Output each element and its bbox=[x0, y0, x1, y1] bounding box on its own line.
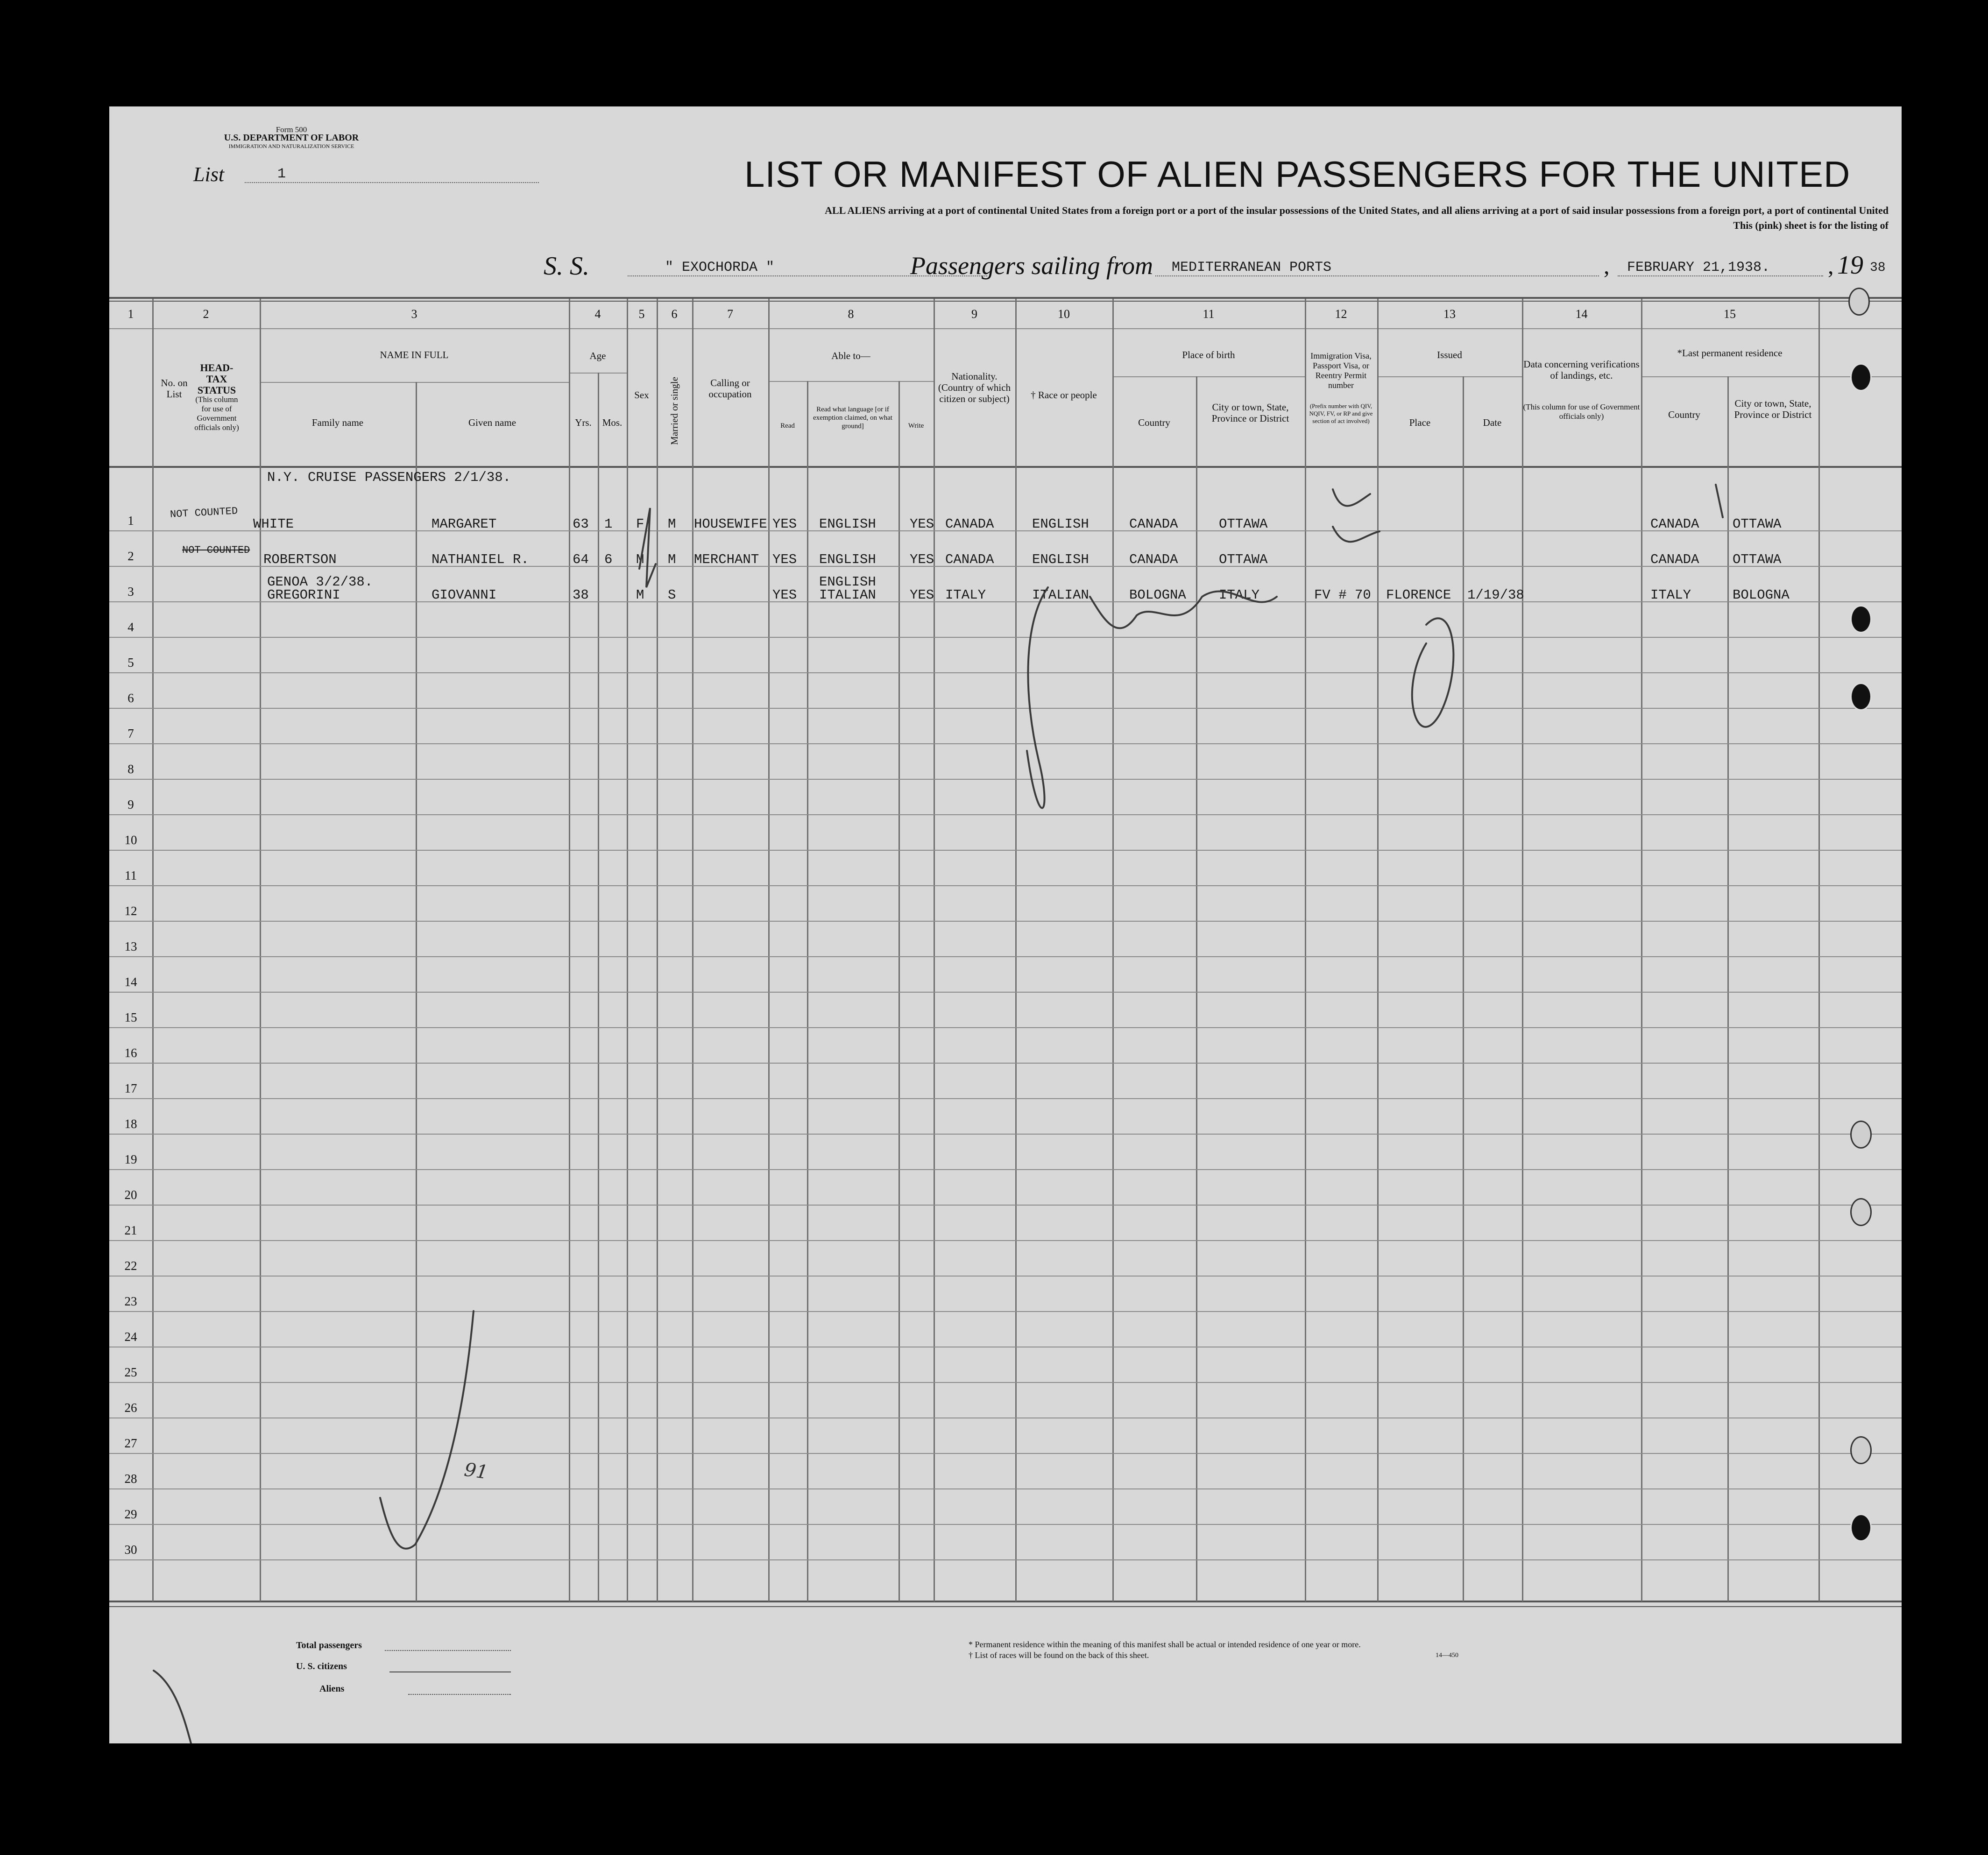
footer-note-races: † List of races will be found on the back of this sheet. bbox=[969, 1650, 1149, 1660]
race: ENGLISH bbox=[1032, 552, 1089, 567]
language: ENGLISH bbox=[819, 552, 876, 567]
row-number: 21 bbox=[124, 1223, 137, 1237]
nationality: CANADA bbox=[945, 552, 994, 567]
residence-country: CANADA bbox=[1650, 552, 1699, 567]
header-mos: Mos. bbox=[602, 417, 623, 428]
manifest-title: LIST OR MANIFEST OF ALIEN PASSENGERS FOR THE UNITED bbox=[744, 154, 1851, 195]
can-read: YES bbox=[772, 516, 797, 532]
row-number: 3 bbox=[127, 585, 134, 599]
header-res-country: Country bbox=[1668, 409, 1700, 420]
head-tax-stamp: NOT COUNTED bbox=[170, 505, 238, 521]
issued-date: 1/19/38 bbox=[1467, 587, 1524, 603]
header-head-tax: HEAD-TAX STATUS bbox=[197, 362, 236, 396]
header-issued: Issued bbox=[1437, 349, 1462, 360]
header-birth-country: Country bbox=[1138, 417, 1170, 428]
binder-hole bbox=[1850, 1121, 1872, 1149]
footer-us-citizens: U. S. citizens bbox=[296, 1661, 347, 1672]
row-number: 24 bbox=[124, 1330, 137, 1344]
header-read-language: Read what language [or if exemption claimed, on what ground] bbox=[813, 406, 892, 430]
signature-stroke bbox=[1090, 591, 1277, 628]
service-name: IMMIGRATION AND NATURALIZATION SERVICE bbox=[228, 143, 354, 149]
binder-hole bbox=[1850, 683, 1872, 711]
header-issued-date: Date bbox=[1483, 417, 1502, 428]
binder-hole bbox=[1850, 363, 1872, 391]
residence-city: BOLOGNA bbox=[1733, 587, 1790, 603]
given-name: GIOVANNI bbox=[432, 587, 497, 603]
sex: M bbox=[636, 552, 644, 567]
age-checkmark bbox=[639, 508, 656, 587]
nationality: CANADA bbox=[945, 516, 994, 532]
row-number: 23 bbox=[124, 1294, 137, 1308]
margin-arc bbox=[154, 1671, 191, 1743]
binder-hole bbox=[1850, 605, 1872, 633]
header-name-in-full: NAME IN FULL bbox=[380, 349, 449, 360]
header-nationality: Nationality. (Country of which citizen or subject) bbox=[938, 371, 1011, 404]
colnum-11: 11 bbox=[1203, 307, 1215, 321]
list-number: 1 bbox=[277, 166, 286, 182]
ship-name: " EXOCHORDA " bbox=[665, 260, 775, 275]
colnum-15: 15 bbox=[1724, 307, 1736, 321]
header-age: Age bbox=[589, 350, 606, 361]
row-number: 27 bbox=[124, 1436, 137, 1450]
row-number: 7 bbox=[127, 726, 134, 741]
row-number: 6 bbox=[127, 691, 134, 705]
residence-country: ITALY bbox=[1650, 587, 1691, 603]
age-years: 38 bbox=[573, 587, 589, 603]
header-res-city: City or town, State, Province or District bbox=[1734, 398, 1812, 420]
header-yrs: Yrs. bbox=[575, 417, 592, 428]
residence-city: OTTAWA bbox=[1733, 516, 1782, 532]
header-head-tax-note: (This column for use of Government officials only) bbox=[194, 395, 239, 432]
row-number: 18 bbox=[124, 1117, 137, 1131]
colnum-13: 13 bbox=[1443, 307, 1456, 321]
colnum-7: 7 bbox=[727, 307, 733, 321]
row-number: 1 bbox=[127, 514, 134, 528]
age-years: 64 bbox=[573, 552, 589, 567]
visa-number: FV # 70 bbox=[1314, 587, 1371, 603]
marital-status: M bbox=[668, 516, 676, 532]
note-genoa: GENOA 3/2/38. bbox=[267, 574, 373, 590]
binder-hole bbox=[1850, 1436, 1872, 1464]
footer-aliens: Aliens bbox=[319, 1684, 345, 1694]
note-ny-cruise: N.Y. CRUISE PASSENGERS 2/1/38. bbox=[267, 470, 511, 485]
family-name: WHITE bbox=[253, 516, 294, 532]
can-read: YES bbox=[772, 587, 797, 603]
signature-loop bbox=[1027, 587, 1048, 808]
language: ITALIAN bbox=[819, 587, 876, 603]
birth-country: CANADA bbox=[1129, 516, 1178, 532]
colnum-4: 4 bbox=[594, 307, 601, 321]
age-years: 63 bbox=[573, 516, 589, 532]
year-prefix: 19 bbox=[1837, 251, 1863, 280]
header-verification: Data concerning verifications of landings, etc. bbox=[1523, 359, 1640, 381]
row-number: 4 bbox=[127, 620, 134, 634]
occupation: HOUSEWIFE bbox=[694, 516, 767, 532]
row-number: 17 bbox=[124, 1081, 137, 1095]
row-number: 14 bbox=[124, 975, 137, 989]
header-write: Write bbox=[908, 422, 924, 430]
port-name: MEDITERRANEAN PORTS bbox=[1172, 260, 1332, 275]
subtitle-line-1: ALL ALIENS arriving at a port of continental United States from a foreign port or a port of the insular possessions of the United States, and all aliens arriving at a port of said insular possessions from a foreign port, a port of continental United bbox=[825, 205, 1889, 216]
sailing-label: Passengers sailing from bbox=[910, 252, 1153, 280]
age-months: 1 bbox=[604, 516, 613, 532]
header-read: Read bbox=[780, 422, 795, 430]
colnum-8: 8 bbox=[848, 307, 854, 321]
occupation: MERCHANT bbox=[694, 552, 759, 567]
header-visa: Immigration Visa, Passport Visa, or Reentry Permit number bbox=[1310, 351, 1372, 390]
row-number: 30 bbox=[124, 1543, 137, 1557]
residence-city: OTTAWA bbox=[1733, 552, 1782, 567]
list-label: List bbox=[193, 163, 225, 186]
footer-code: 14—450 bbox=[1436, 1652, 1458, 1659]
row-number: 29 bbox=[124, 1507, 137, 1521]
year-suffix: 38 bbox=[1870, 261, 1886, 275]
header-no-on-list: No. on List bbox=[161, 377, 188, 400]
header-birth-city: City or town, State, Province or District bbox=[1211, 402, 1289, 424]
row-number: 16 bbox=[124, 1046, 137, 1060]
visa-scribble bbox=[1333, 489, 1380, 542]
large-checkmark bbox=[380, 1311, 474, 1549]
race: ITALIAN bbox=[1032, 587, 1089, 603]
race: ENGLISH bbox=[1032, 516, 1089, 532]
footer-note-residence: * Permanent residence within the meaning of this manifest shall be actual or intended residence of one year or more. bbox=[969, 1640, 1361, 1649]
header-able-to: Able to— bbox=[831, 350, 870, 361]
header-last-residence: *Last permanent residence bbox=[1677, 347, 1783, 359]
can-read: YES bbox=[772, 552, 797, 567]
signature-curl bbox=[1412, 618, 1453, 727]
row-number: 20 bbox=[124, 1188, 137, 1202]
family-name: GREGORINI bbox=[267, 587, 340, 603]
department-name: U.S. DEPARTMENT OF LABOR bbox=[224, 133, 359, 143]
row-number: 22 bbox=[124, 1259, 137, 1273]
can-write: YES bbox=[910, 587, 934, 603]
binder-hole bbox=[1848, 288, 1870, 316]
age-months: 6 bbox=[604, 552, 613, 567]
birth-city: ITALY bbox=[1219, 587, 1260, 603]
row-number: 26 bbox=[124, 1401, 137, 1415]
colnum-2: 2 bbox=[203, 307, 209, 321]
residence-tick bbox=[1716, 485, 1723, 517]
row-number: 13 bbox=[124, 939, 137, 953]
can-write: YES bbox=[910, 516, 934, 532]
issued-place: FLORENCE bbox=[1386, 587, 1451, 603]
header-issued-place: Place bbox=[1409, 417, 1431, 428]
language: ENGLISH bbox=[819, 516, 876, 532]
row-number: 12 bbox=[124, 904, 137, 918]
birth-country: CANADA bbox=[1129, 552, 1178, 567]
family-name: ROBERTSON bbox=[263, 552, 337, 567]
row-number: 11 bbox=[125, 868, 137, 882]
colnum-12: 12 bbox=[1335, 307, 1347, 321]
birth-city: OTTAWA bbox=[1219, 516, 1268, 532]
header-given-name: Given name bbox=[468, 417, 516, 428]
can-write: YES bbox=[910, 552, 934, 567]
sex: M bbox=[636, 587, 644, 603]
colnum-10: 10 bbox=[1058, 307, 1070, 321]
sailing-date: FEBRUARY 21,1938. bbox=[1627, 260, 1770, 275]
colnum-1: 1 bbox=[127, 307, 134, 321]
stamp-number: 91 bbox=[463, 1459, 489, 1484]
header-place-of-birth: Place of birth bbox=[1182, 349, 1235, 360]
colnum-6: 6 bbox=[671, 307, 678, 321]
given-name: MARGARET bbox=[432, 516, 497, 532]
header-race: † Race or people bbox=[1031, 389, 1097, 401]
colnum-5: 5 bbox=[638, 307, 645, 321]
header-family-name: Family name bbox=[311, 417, 364, 428]
binder-hole bbox=[1850, 1514, 1872, 1542]
row-number: 8 bbox=[127, 762, 134, 776]
header-verification-note: (This column for use of Government officials only) bbox=[1523, 402, 1640, 421]
form-number: Form 500 bbox=[276, 125, 307, 134]
note-english-above: ENGLISH bbox=[819, 574, 876, 590]
row-number: 2 bbox=[127, 549, 134, 563]
manifest-sheet: Form 500 U.S. DEPARTMENT OF LABOR IMMIGRATION AND NATURALIZATION SERVICE List 1 LIST OR MANIFEST OF ALIEN PASSENGERS FOR THE UNITED ALL ALIENS arriving at a port of continental United States from a foreign port or a port of the insular possessions of the United States, and all aliens arriving at a port of said insular possessions from a foreign port, a port of continental United This (pink) sheet is for the listing of S. S. " EXOCHORDA " Passengers sailing from MEDITERRANEAN PORTS , FEBRUARY 21,1938. , 19 38 1 2 3 4 5 6 7 8 9 10 11 12 13 14 15 No. on List HEAD-TAX STATUS (This column for use of Government officials only) NAME IN FULL Family name Given name Age Yrs. Mos. Sex Married or single Calling or occupation Able to— Read Read what language [or if exemption claimed, on what ground] Write Nationality. (Country of which citizen or subject) † Race or people Place of birth Country City or town, State, Province or District Immigration Visa, Passport Visa, or Reentry Permit number (Prefix number with QIV, NQIV, FV, or RP and give section of act involved) Issued Place Date Data concerning verifications of landings, etc. (This column for use of Government officials only) *Last permanent residence Country City or town, State, Province or District 1 2 3 4 5 6 7 8 9 10 11 12 13 14 15 16 17 18 19 20 21 22 23 24 25 26 27 28 29 30 N.Y. CRUISE PASSENGERS 2/1/38. GENOA 3/2/38. ENGLISH NOT COUNTED WHITE MARGARET 63 1 F M HOUSEWIFE YES ENGLISH YES CANADA ENGLISH CANADA OTTAWA CANADA OTTAWA NOT COUNTED ROBERTSON NATHANIEL R. 64 6 M M MERCHANT YES ENGLISH YES CANADA ENGLISH CANADA OTTAWA CANADA OTTAWA GREGORINI GIOVANNI 38 M S YES ITALIAN YES ITALY ITALIAN BOLOGNA ITALY FV # 70 FLORENCE 1/19/38 ITALY BOLOGNA 91 Total passengers U. S. citizens Aliens * Permanent residence within the meaning of this manifest shall be actual or intended residence of one year or more. † List of races will be found on the back of this sheet. 14—450 bbox=[109, 106, 1902, 1743]
binder-hole bbox=[1850, 1198, 1872, 1226]
marital-status: M bbox=[668, 552, 676, 567]
handwritten-marks bbox=[109, 106, 1902, 1743]
header-calling: Calling or occupation bbox=[708, 377, 752, 400]
row-number: 10 bbox=[124, 833, 137, 847]
header-sex: Sex bbox=[634, 389, 649, 401]
nationality: ITALY bbox=[945, 587, 986, 603]
birth-country: BOLOGNA bbox=[1129, 587, 1186, 603]
birth-city: OTTAWA bbox=[1219, 552, 1268, 567]
colnum-14: 14 bbox=[1575, 307, 1588, 321]
head-tax-stamp: NOT COUNTED bbox=[182, 544, 250, 556]
row-number: 9 bbox=[127, 797, 134, 811]
colnum-9: 9 bbox=[971, 307, 977, 321]
colnum-3: 3 bbox=[411, 307, 417, 321]
ss-label: S. S. bbox=[544, 252, 589, 281]
row-number: 15 bbox=[124, 1010, 137, 1024]
sex: F bbox=[636, 516, 644, 532]
marital-status: S bbox=[668, 587, 676, 603]
row-number: 19 bbox=[124, 1152, 137, 1166]
given-name: NATHANIEL R. bbox=[432, 552, 529, 567]
residence-country: CANADA bbox=[1650, 516, 1699, 532]
header-visa-note: (Prefix number with QIV, NQIV, FV, or RP and give section of act involved) bbox=[1309, 402, 1373, 424]
subtitle-line-2: This (pink) sheet is for the listing of bbox=[1733, 219, 1889, 231]
footer-total-passengers: Total passengers bbox=[296, 1640, 362, 1650]
row-number: 28 bbox=[124, 1472, 137, 1486]
header-married-single: Married or single bbox=[669, 377, 680, 445]
row-number: 5 bbox=[127, 656, 134, 670]
row-number: 25 bbox=[124, 1365, 137, 1379]
